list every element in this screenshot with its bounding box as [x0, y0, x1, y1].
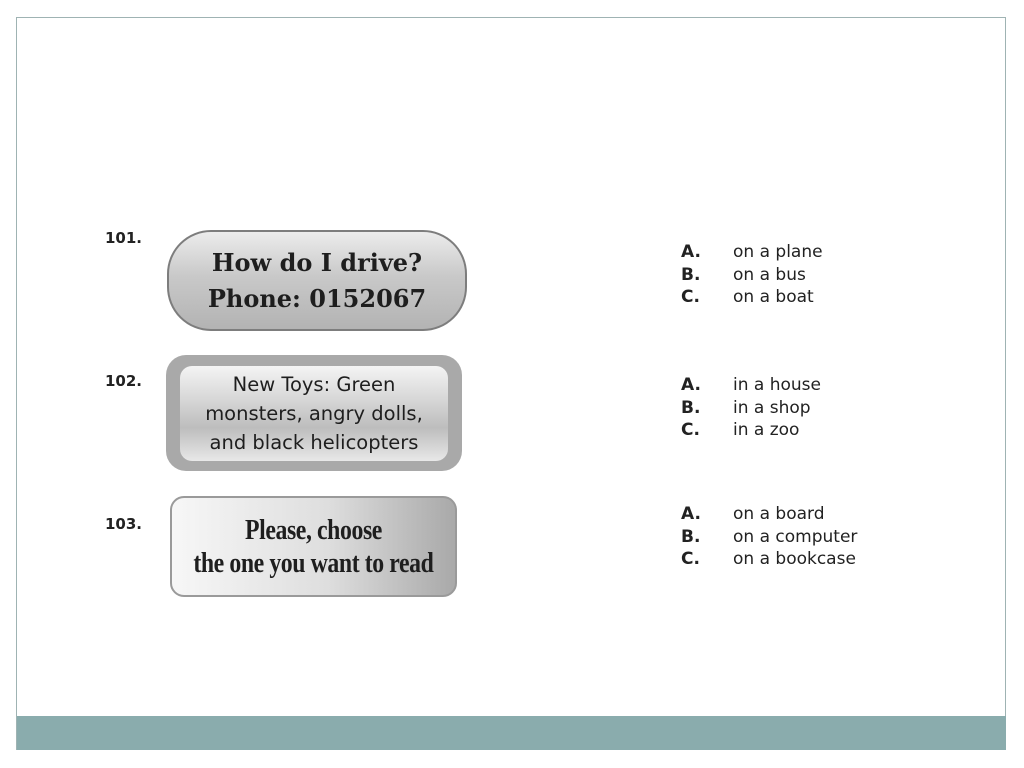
sign-line: and black helicopters: [209, 431, 419, 454]
footer-bar: [17, 716, 1006, 750]
option-text: in a house: [733, 375, 821, 395]
option-c: [681, 286, 823, 309]
option-a: [681, 374, 821, 397]
option-text: in a zoo: [733, 420, 800, 440]
option-letter: B.: [681, 526, 701, 547]
sign-line: the one you want to read: [193, 546, 434, 579]
sign-line: Please, choose: [245, 513, 382, 546]
option-letter: B.: [681, 397, 701, 418]
question-number-103: 103.: [105, 515, 143, 533]
option-letter: B.: [681, 264, 701, 285]
option-letter: C.: [681, 549, 700, 569]
sign-101: [167, 230, 467, 331]
option-letter: C.: [681, 287, 700, 307]
option-letter: A.: [681, 504, 701, 524]
option-text: on a bus: [733, 264, 806, 285]
option-c: [681, 419, 821, 442]
option-b: [681, 264, 823, 287]
options-102: [681, 374, 821, 442]
sign-line: monsters, angry dolls,: [205, 402, 423, 425]
question-number-101: 101.: [105, 229, 143, 247]
question-number-102: 102.: [105, 372, 143, 390]
slide-frame: [16, 17, 1006, 750]
options-101: [681, 241, 823, 309]
option-letter: C.: [681, 420, 700, 440]
sign-line: Phone: 0152067: [207, 283, 427, 313]
option-text: in a shop: [733, 397, 811, 418]
option-text: on a computer: [733, 526, 858, 547]
option-letter: A.: [681, 242, 701, 262]
option-a: [681, 241, 823, 264]
option-a: [681, 503, 857, 526]
sign-line: How do I drive?: [211, 247, 423, 277]
sign-103: [170, 496, 457, 597]
option-text: on a bookcase: [733, 549, 856, 569]
sign-line: New Toys: Green: [232, 373, 396, 396]
sign-102: [180, 366, 448, 461]
options-103: [681, 503, 857, 571]
option-b: [681, 397, 821, 420]
option-text: on a plane: [733, 242, 823, 262]
option-c: [681, 548, 857, 571]
option-text: on a boat: [733, 287, 814, 307]
option-text: on a board: [733, 504, 825, 524]
option-b: [681, 526, 857, 549]
option-letter: A.: [681, 375, 701, 395]
